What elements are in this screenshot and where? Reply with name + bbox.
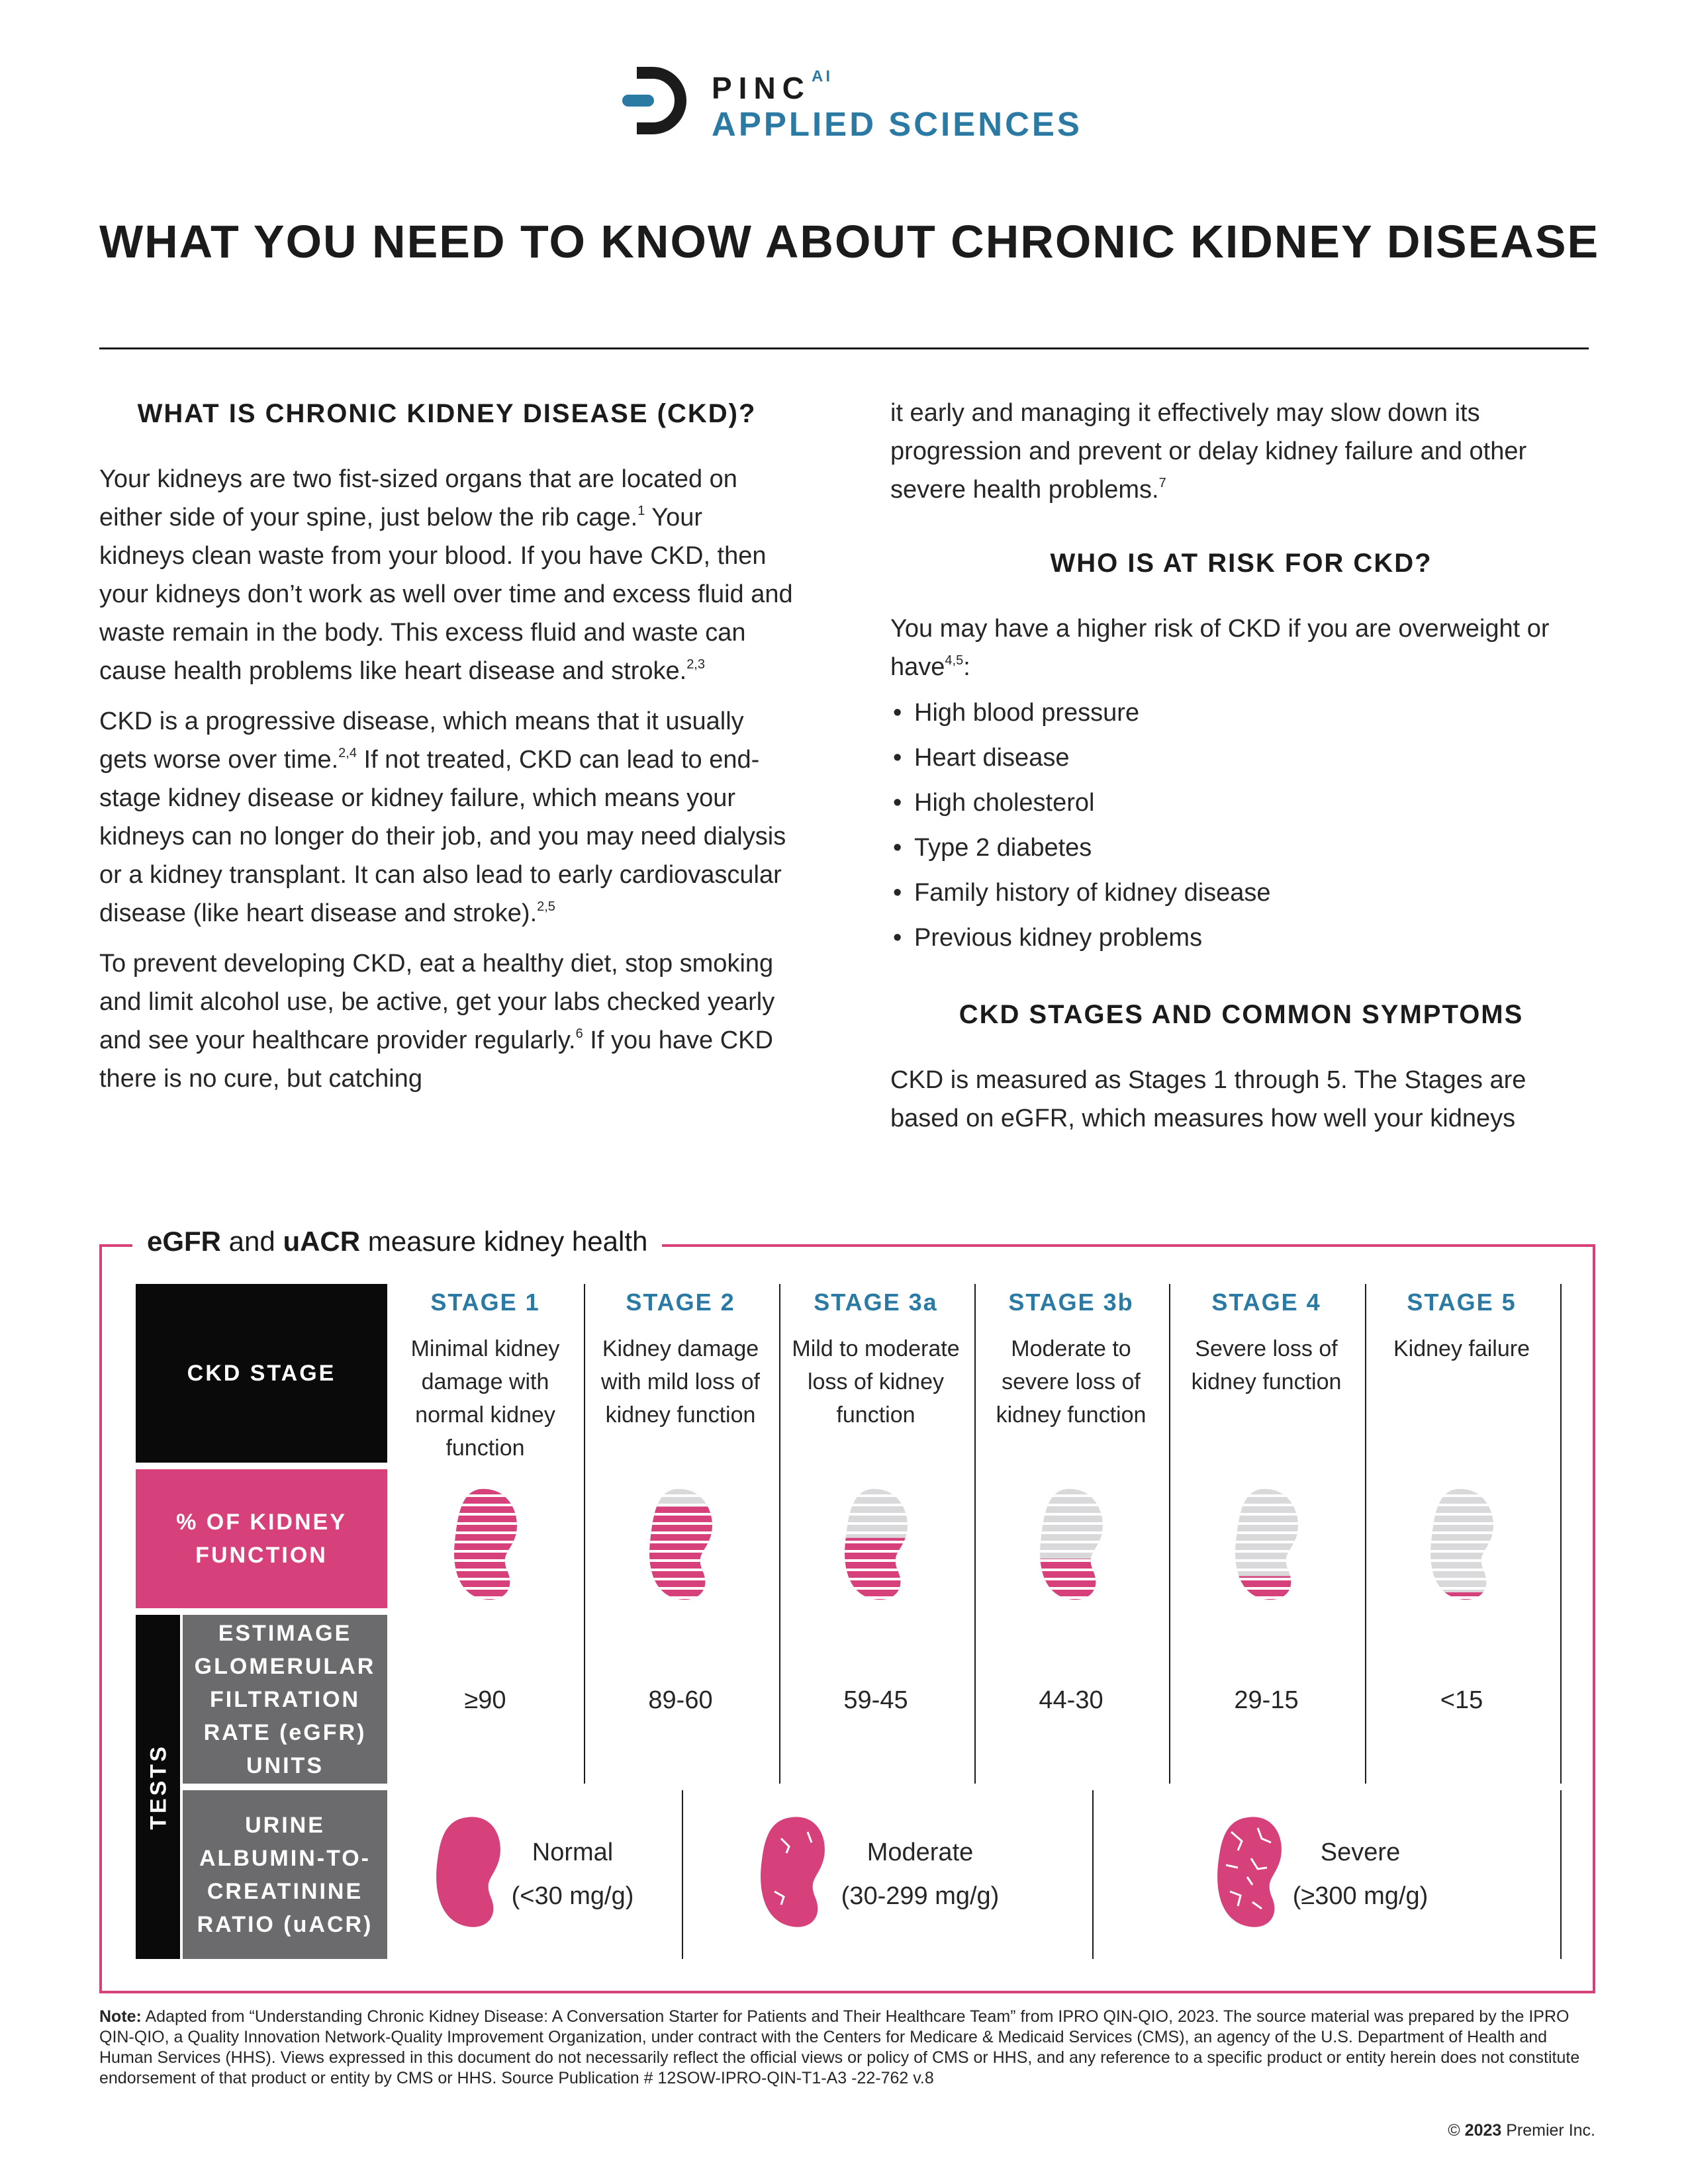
stage-4-header: STAGE 4 xyxy=(1211,1289,1321,1316)
stage-5-header: STAGE 5 xyxy=(1407,1289,1517,1316)
kidney-function-fill xyxy=(645,1507,718,1606)
kidney-function-icon-4 xyxy=(1036,1486,1109,1605)
kidney-function-fill xyxy=(1231,1576,1304,1606)
stage-1-header: STAGE 1 xyxy=(430,1289,540,1316)
stages-heading: CKD STAGES AND COMMON SYMPTOMS xyxy=(959,1000,1524,1029)
table-legend: eGFR and uACR measure kidney health xyxy=(132,1218,662,1265)
what-is-paragraph-3-end: it early and managing it effectively may slow down its progression and prevent or delay kidney failure and other severe health problems.$^7$ xyxy=(890,399,1527,504)
stage-3a-description: Mild to moderate loss of kidney function xyxy=(792,1336,960,1428)
what-is-paragraph-3-start: To prevent developing CKD, eat a healthy diet, stop smoking and limit alcohol use, be active, get your labs checked yearly and see your healthcare provider regularly.$^6$ If you have CKD there is no cure, but catching xyxy=(99,950,775,1093)
brand-superscript: AI xyxy=(812,68,833,85)
kidney-function-icon-2 xyxy=(645,1486,718,1605)
brand-subtitle: APPLIED SCIENCES xyxy=(712,105,1082,143)
list-item: • Family history of kidney disease xyxy=(890,870,1592,915)
stage-2-egfr: 89-60 xyxy=(648,1686,713,1714)
list-item: • Type 2 diabetes xyxy=(890,825,1592,870)
what-is-paragraph-1: Your kidneys are two fist-sized organs that are located on either side of your spine, just below the rib cage.$^1$ Your kidneys clean waste from your blood. If you have CKD, then your kidneys don’t work as well over time and excess fluid and waste remain in the body. This excess fluid and waste can cause health problems like heart disease and stroke.$^{2,3}$ xyxy=(99,465,793,685)
kidney-function-icon-1 xyxy=(450,1486,523,1605)
what-is-paragraph-2: CKD is a progressive disease, which means that it usually gets worse over time.$^{2,4}$ If not treated, CKD can lead to end-stage kidney disease or kidney failure, which means your kidneys can no longer do their job, and you may need dialysis or a kidney transplant. It can also lead to early cardiovascular disease (like heart disease and stroke).$^{2,5}$ xyxy=(99,707,786,927)
stage-5-description: Kidney failure xyxy=(1393,1336,1530,1361)
footnote: Note: Adapted from “Understanding Chronic Kidney Disease: A Conversation Starter for Patients and Their Healthcare Team” from IPRO QIN-QIO, 2023. The source material was prepared by the IPRO QIN-QIO, a Quality Innovation Network-Quality Improvement Organization, under contract with the Centers for Medicare & Medicaid Services (CMS), an agency of the U.S. Department of Health and Human Services (HHS). Views expressed in this document do not necessarily reflect the official views or policy of CMS or HHS, and any reference to a specific product or entity herein does not constitute endorsement of that product or entity by CMS or HHS. Source Publication # 12SOW-IPRO-QIN-T1-A3 -22-762 v.8 xyxy=(99,2007,1580,2087)
stages-intro: CKD is measured as Stages 1 through 5. The Stages are based on eGFR, which measures how well your kidneys xyxy=(890,1066,1526,1132)
uacr-severe-label: Severe xyxy=(1320,1839,1401,1866)
uacr-moderate-value: (30-299 mg/g) xyxy=(841,1882,1000,1910)
uacr-normal-value: (<30 mg/g) xyxy=(511,1882,634,1910)
stage-4-description: Severe loss of kidney function xyxy=(1191,1336,1342,1394)
kidney-function-icon-6 xyxy=(1427,1486,1499,1605)
stage-3a-egfr: 59-45 xyxy=(843,1686,908,1714)
kidney-moderate-icon xyxy=(755,1812,834,1931)
what-is-ckd-heading: WHAT IS CHRONIC KIDNEY DISEASE (CKD)? xyxy=(137,399,757,428)
stage-2-header: STAGE 2 xyxy=(626,1289,735,1316)
ckd-stage-label: CKD STAGE xyxy=(136,1284,387,1463)
stage-1-description: Minimal kidney damage with normal kidney function xyxy=(410,1336,560,1461)
uacr-normal-label: Normal xyxy=(532,1839,614,1866)
page-title: WHAT YOU NEED TO KNOW ABOUT CHRONIC KIDNEY DISEASE xyxy=(99,216,1600,267)
stage-5-egfr: <15 xyxy=(1440,1686,1483,1714)
uacr-severe-value: (≥300 mg/g) xyxy=(1292,1882,1429,1910)
stage-3a-header: STAGE 3a xyxy=(814,1289,938,1316)
risk-heading: WHO IS AT RISK FOR CKD? xyxy=(1050,549,1432,578)
stage-4-egfr: 29-15 xyxy=(1234,1686,1299,1714)
list-item: • High blood pressure xyxy=(890,690,1592,735)
stage-3b-egfr: 44-30 xyxy=(1039,1686,1103,1714)
egfr-label: ESTIMAGE GLOMERULAR FILTRATION RATE (eGFR) UNITS xyxy=(183,1615,387,1784)
copyright: © 2023 Premier Inc. xyxy=(1448,2121,1595,2140)
kidney-function-icon-5 xyxy=(1231,1486,1304,1605)
kidney-normal-icon xyxy=(430,1812,510,1931)
brand-name: PINC xyxy=(712,71,811,105)
stage-3b-description: Moderate to severe loss of kidney function xyxy=(996,1336,1147,1428)
uacr-label: URINE ALBUMIN-TO-CREATININE RATIO (uACR) xyxy=(183,1790,387,1959)
kidney-function-label: % OF KIDNEY FUNCTION xyxy=(136,1469,387,1608)
list-item: • High cholesterol xyxy=(890,780,1592,825)
kidney-function-icon-3 xyxy=(841,1486,914,1605)
stage-1-egfr: ≥90 xyxy=(464,1686,506,1714)
list-item: • Previous kidney problems xyxy=(890,915,1592,960)
list-item: • Heart disease xyxy=(890,735,1592,780)
stage-3b-header: STAGE 3b xyxy=(1008,1289,1134,1316)
uacr-moderate-label: Moderate xyxy=(867,1839,974,1866)
stage-2-description: Kidney damage with mild loss of kidney function xyxy=(601,1336,760,1428)
kidney-severe-icon xyxy=(1211,1812,1291,1931)
tests-label: TESTS xyxy=(146,1744,171,1830)
kidney-function-fill xyxy=(841,1538,914,1605)
risk-intro: You may have a higher risk of CKD if you are overweight or have$^{4,5}$: xyxy=(890,615,1550,681)
